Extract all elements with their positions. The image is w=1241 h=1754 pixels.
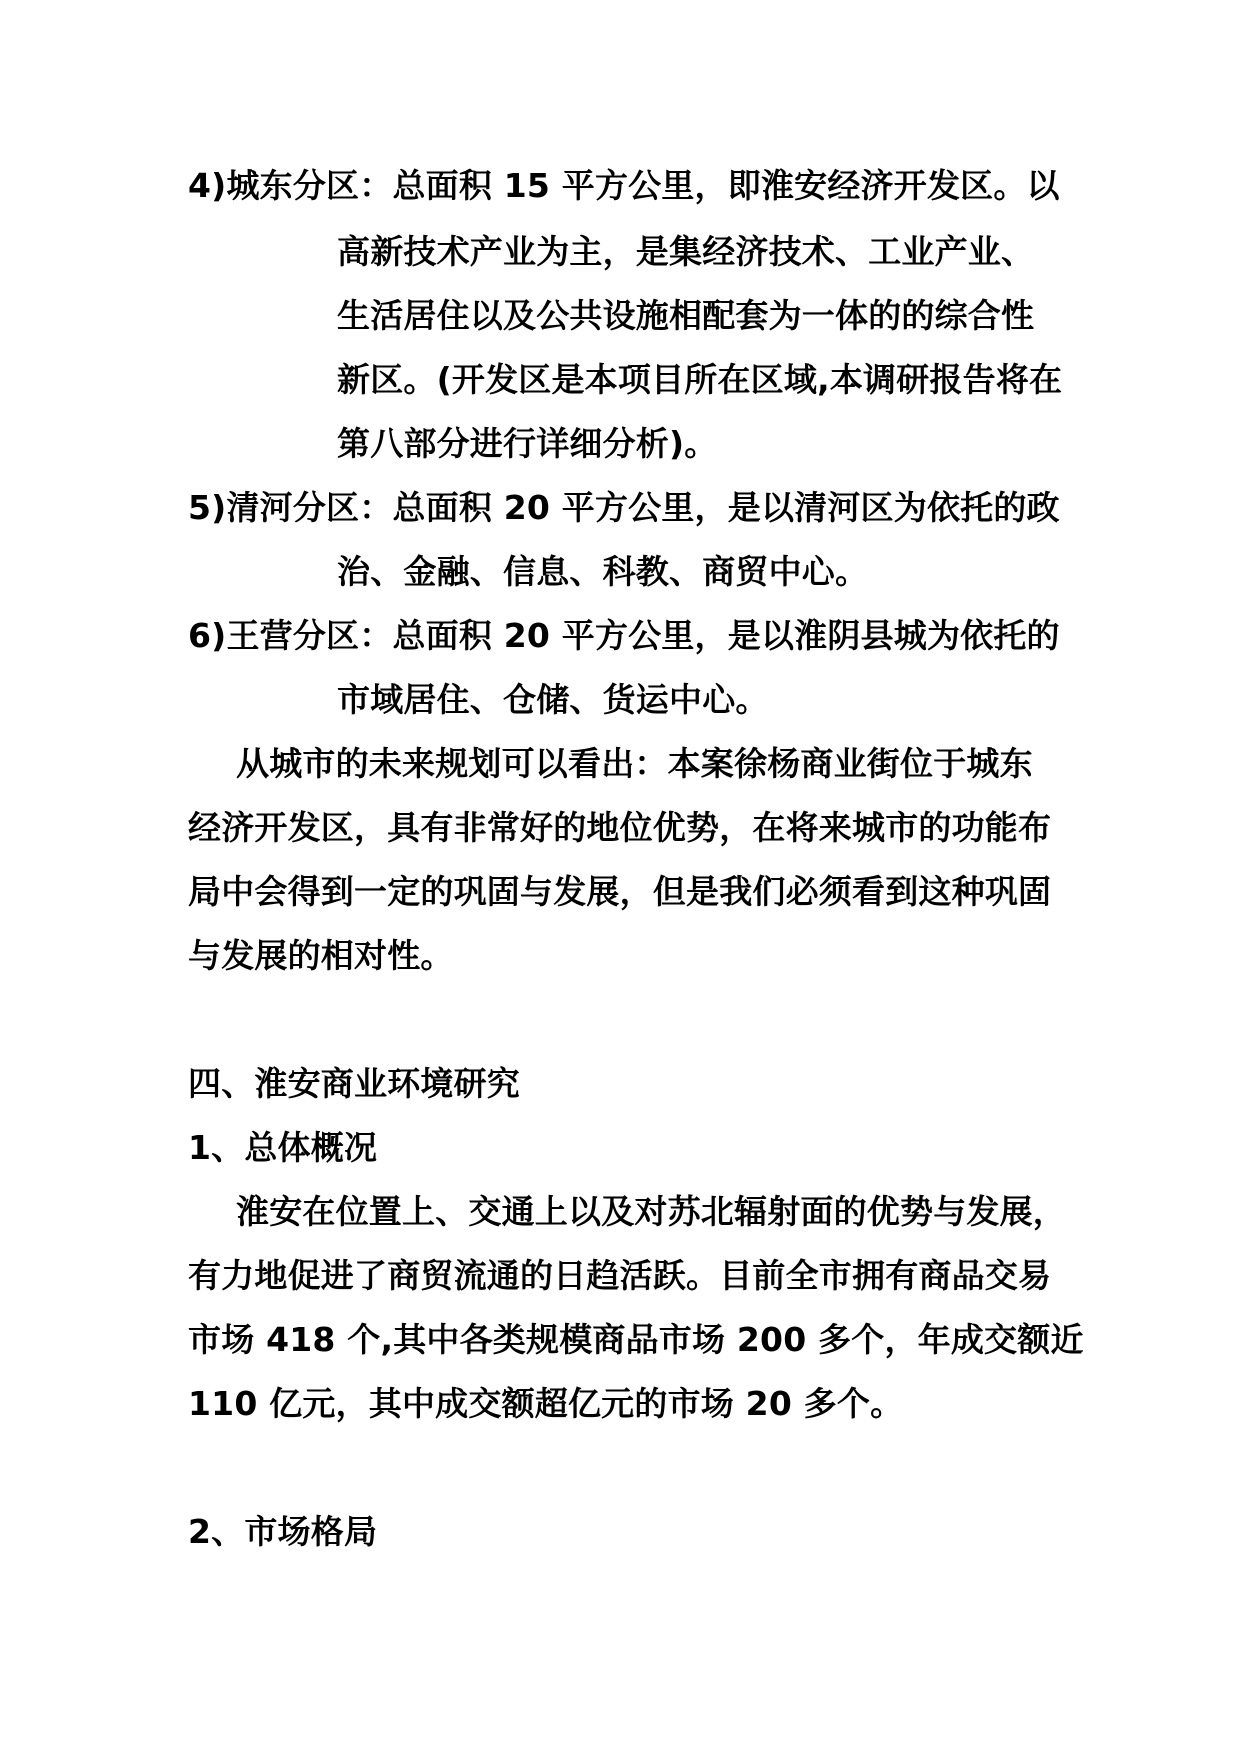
summary-line-1: 从城市的未来规划可以看出：本案徐杨商业街位于城东	[236, 744, 1033, 783]
subsection-1-line-1: 淮安在位置上、交通上以及对苏北辐射面的优势与发展，	[236, 1192, 1066, 1231]
summary-line-2: 经济开发区，具有非常好的地位优势，在将来城市的功能布	[188, 808, 1052, 847]
subsection-1-line-2: 有力地促进了商贸流通的日趋活跃。目前全市拥有商品交易	[188, 1256, 1052, 1295]
zone-4-line-2: 高新技术产业为主，是集经济技术、工业产业、	[337, 232, 1035, 271]
zone-6-line-2: 市域居住、仓储、货运中心。	[337, 680, 769, 719]
zone-4-line-4: 新区。(开发区是本项目所在区域,本调研报告将在	[337, 360, 1063, 399]
zone-4-line-5: 第八部分进行详细分析)。	[337, 424, 718, 463]
subsection-1-line-4: 110 亿元，其中成交额超亿元的市场 20 多个。	[188, 1384, 904, 1423]
subsection-1-line-3: 市场 418 个,其中各类规模商品市场 200 多个，年成交额近	[188, 1320, 1084, 1359]
summary-line-4: 与发展的相对性。	[188, 936, 454, 975]
zone-4-line-3: 生活居住以及公共设施相配套为一体的的综合性	[337, 296, 1035, 335]
zone-4-line-1: 4)城东分区：总面积 15 平方公里，即淮安经济开发区。以	[188, 166, 1060, 205]
subsection-2-heading: 2、市场格局	[188, 1512, 378, 1551]
zone-5-line-2: 治、金融、信息、科教、商贸中心。	[337, 552, 869, 591]
zone-6-line-1: 6)王营分区：总面积 20 平方公里，是以淮阴县城为依托的	[188, 616, 1060, 655]
subsection-1-heading: 1、总体概况	[188, 1128, 378, 1167]
zone-5-line-1: 5)清河分区：总面积 20 平方公里，是以清河区为依托的政	[188, 488, 1060, 527]
section-heading: 四、淮安商业环境研究	[188, 1064, 520, 1103]
summary-line-3: 局中会得到一定的巩固与发展，但是我们必须看到这种巩固	[188, 872, 1052, 911]
